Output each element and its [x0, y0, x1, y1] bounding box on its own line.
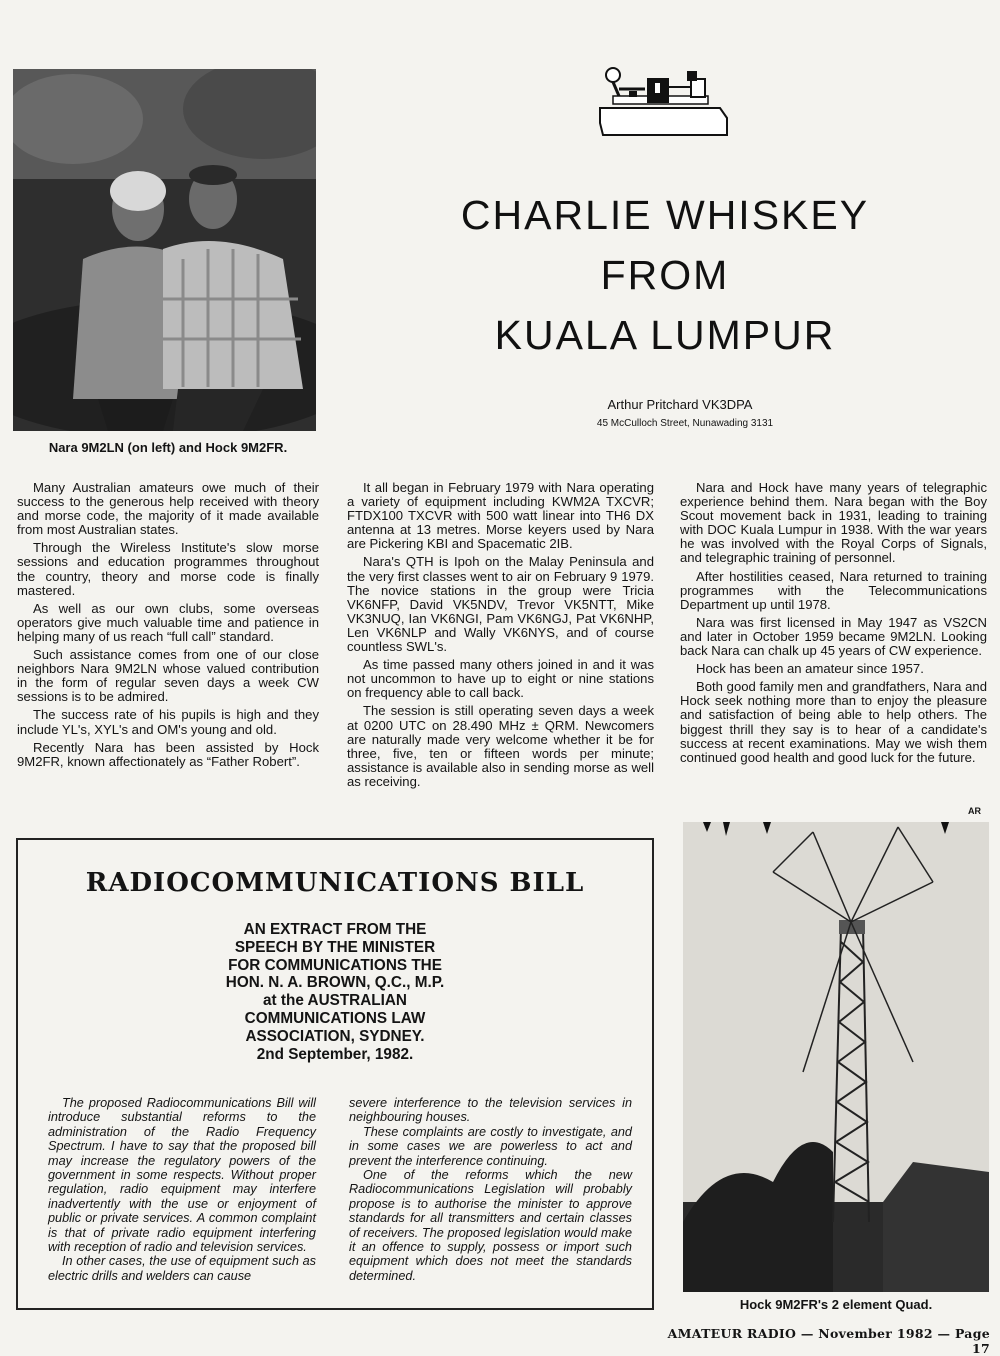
paragraph: Nara's QTH is Ipoh on the Malay Peninsula and the very first classes went to air on February 9 1979. The novice stations in the group were Tricia VK6NFP, David VK5NDV, Trevor VK5NTT, Mike VK3NUQ, Ian VK6NGI, Pam VK6NGJ, Pat VK6NHP, Len VK6NLP and Wally VK6NYS, and of course countless SWL's. [347, 554, 654, 655]
paragraph: The session is still operating seven days a week at 0200 UTC on 28.490 MHz ± QRM. Newcomers are naturally made very welcome whether it be for three, five, ten or fifteen words per minute; assistance is available also in sending morse as well as receiving. [347, 703, 654, 789]
paragraph: The proposed Radiocommunications Bill will introduce substantial reforms to the administration of the Radio Frequency Spectrum. I have to say that the proposed bill may increase the regulatory powers of the government in some respects. Without proper regulation, radio equipment may interfere inadvertently with the use or enjoyment of public or private services. A common complaint is that of private radio equipment interfering with reception of radio and television services. [48, 1096, 316, 1255]
bill-column-2 [349, 1096, 632, 1283]
paragraph: These complaints are costly to investigate, and in some cases we are powerless to act and prevent the interference continuing. [349, 1124, 632, 1168]
subtitle-line: HON. N. A. BROWN, Q.C., M.P. [225, 974, 445, 992]
paragraph: Both good family men and grandfathers, Nara and Hock seek nothing more than to enjoy the pleasure and satisfaction of being able to help others. The biggest thrill they say is to hear of a candidate's success at recent examinations. May we wish them continued good health and good luck for the future. [680, 679, 987, 765]
paragraph: severe interference to the television services in neighbouring houses. [349, 1096, 632, 1125]
title-line: KUALA LUMPUR [494, 312, 836, 358]
morse-key-icon [595, 63, 730, 138]
paragraph: Many Australian amateurs owe much of their success to the generous help received with theory and morse code, the majority of it made available from most Australian states. [17, 480, 319, 538]
title-line: FROM [600, 252, 730, 298]
paragraph: In other cases, the use of equipment such as electric drills and welders can cause [48, 1254, 316, 1283]
title-line: CHARLIE WHISKEY [460, 192, 870, 238]
paragraph: The success rate of his pupils is high and they include YL's, XYL's and OM's young and old. [17, 707, 319, 737]
subtitle-line: COMMUNICATIONS LAW [244, 1009, 426, 1027]
article-title [360, 185, 970, 365]
paragraph: Nara was first licensed in May 1947 as VS2CN and later in October 1959 became 9M2LN. Looking back Nara can chalk up 45 years of CW experience. [680, 614, 987, 659]
paragraph: Such assistance comes from one of our close neighbors Nara 9M2LN whose valued contribution in the form of regular seven days a week CW sessions is to be admired. [17, 647, 319, 705]
paragraph: Recently Nara has been assisted by Hock 9M2FR, known affectionately as “Father Robert”. [17, 739, 319, 769]
bill-subtitle [160, 921, 510, 1063]
portrait-caption: Nara 9M2LN (on left) and Hock 9M2FR. [48, 440, 288, 455]
paragraph: As well as our own clubs, some overseas operators give much valuable time and patience in helping many of us reach “full call” standard. [17, 600, 319, 644]
subtitle-line: at the AUSTRALIAN [263, 992, 407, 1010]
article-column-2 [347, 481, 654, 793]
paragraph: As time passed many others joined in and it was not uncommon to have up to eight or nine stations on frequency able to call back. [347, 657, 654, 701]
subtitle-line: ASSOCIATION, SYDNEY. [245, 1027, 425, 1045]
subtitle-line: FOR COMMUNICATIONS THE [228, 956, 442, 974]
bill-title: RADIOCOMMUNICATIONS BILL [85, 868, 585, 898]
portrait-photo [13, 69, 316, 431]
author-address: 45 McCulloch Street, Nunawading 3131 [596, 418, 774, 429]
antenna-photo [683, 822, 989, 1292]
antenna-caption: Hock 9M2FR's 2 element Quad. [739, 1297, 933, 1312]
end-mark: AR [968, 806, 981, 816]
paragraph: Nara and Hock have many years of telegraphic experience behind them. Nara began with the Boy Scout movement back in 1931, leading to training with DOC Kuala Lumpur in 1938. With the war years he was involved with the Royal Corps of Signals, and telegraphic training of personnel. [680, 480, 987, 566]
subtitle-line: SPEECH BY THE MINISTER [234, 938, 436, 956]
paragraph: After hostilities ceased, Nara returned to training programmes with the Telecommunications Department up until 1978. [680, 568, 987, 612]
subtitle-line: 2nd September, 1982. [256, 1045, 414, 1063]
subtitle-line: AN EXTRACT FROM THE [243, 921, 427, 938]
author-byline: Arthur Pritchard VK3DPA [607, 397, 753, 412]
page-footer: AMATEUR RADIO — November 1982 — Page 17 [667, 1326, 990, 1356]
paragraph: It all began in February 1979 with Nara operating a variety of equipment including KWM2A TXCVR; FTDX100 TXCVR with 500 watt linear into TH6 DX antenna at 13 metres. Morse keyers used by Nara are Pickering KBI and Spacematic 2IB. [347, 480, 654, 552]
article-column-3 [680, 481, 987, 769]
paragraph: One of the reforms which the new Radiocommunications Legislation will probably propose is to authorise the minister to approve standards for all transmitters and certain classes of receivers. The proposed legislation would make it an offence to supply, possess or import such equipment which does not meet the standards determined. [349, 1168, 632, 1283]
bill-column-1 [48, 1096, 316, 1283]
article-column-1 [17, 481, 319, 773]
paragraph: Through the Wireless Institute's slow morse sessions and education programmes throughout the country, theory and morse code is finally mastered. [17, 540, 319, 598]
paragraph: Hock has been an amateur since 1957. [696, 661, 924, 677]
